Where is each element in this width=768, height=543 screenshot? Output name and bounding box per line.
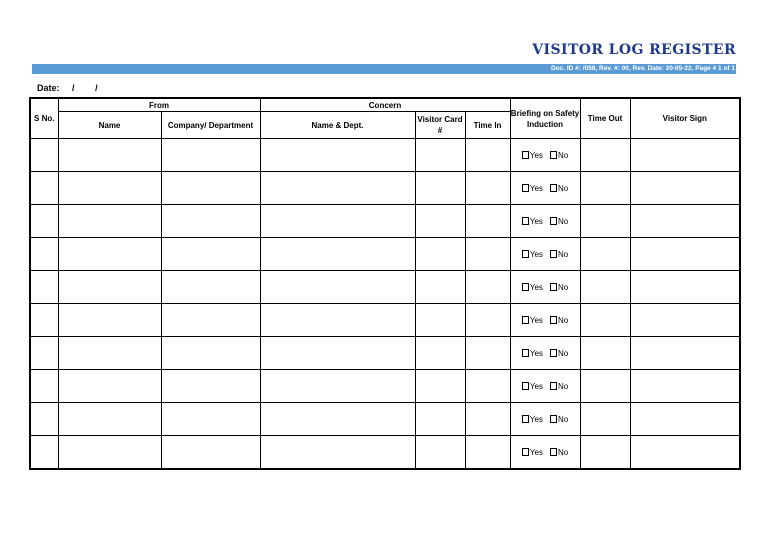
no-label: No xyxy=(557,381,569,391)
visitor-sign-cell[interactable] xyxy=(630,238,740,271)
name-dept-cell[interactable] xyxy=(260,205,415,238)
briefing-cell xyxy=(510,139,580,172)
table-row xyxy=(30,337,740,370)
time-out-cell[interactable] xyxy=(580,172,630,205)
name-dept-cell[interactable] xyxy=(260,172,415,205)
no-label: No xyxy=(557,348,569,358)
date-label: Date: xyxy=(37,83,60,93)
no-label: No xyxy=(557,282,569,292)
briefing-cell xyxy=(510,403,580,436)
name-cell[interactable] xyxy=(58,403,161,436)
no-label: No xyxy=(557,150,569,160)
time-out-cell[interactable] xyxy=(580,304,630,337)
name-dept-cell[interactable] xyxy=(260,403,415,436)
company-cell[interactable] xyxy=(161,172,260,205)
time-in-cell[interactable] xyxy=(465,139,510,172)
s-no-cell[interactable] xyxy=(30,403,58,436)
name-cell[interactable] xyxy=(58,337,161,370)
visitor-sign-cell[interactable] xyxy=(630,139,740,172)
visitor-card-cell[interactable] xyxy=(415,370,465,403)
s-no-cell[interactable] xyxy=(30,370,58,403)
table-row xyxy=(30,238,740,271)
time-in-cell[interactable] xyxy=(465,271,510,304)
doc-info-bar: Doc. ID #: /058, Rev. #: 00, Rev. Date: 20-05-22, Page # 1 of 1 xyxy=(32,64,736,74)
s-no-cell[interactable] xyxy=(30,205,58,238)
yes-checkbox[interactable] xyxy=(522,382,529,390)
time-out-cell[interactable] xyxy=(580,436,630,470)
yes-label: Yes xyxy=(529,150,543,160)
no-label: No xyxy=(557,414,569,424)
yes-no-options xyxy=(522,349,568,358)
table-row xyxy=(30,271,740,304)
no-checkbox[interactable] xyxy=(550,448,557,456)
yes-no-options xyxy=(522,415,568,424)
yes-label: Yes xyxy=(529,381,543,391)
header-time-out: Time Out xyxy=(580,98,630,139)
company-cell[interactable] xyxy=(161,205,260,238)
name-cell[interactable] xyxy=(58,139,161,172)
table-row xyxy=(30,304,740,337)
header-name-dept: Name & Dept. xyxy=(260,112,415,139)
name-cell[interactable] xyxy=(58,271,161,304)
name-dept-cell[interactable] xyxy=(260,238,415,271)
header-company: Company/ Department xyxy=(161,112,260,139)
yes-label: Yes xyxy=(529,348,543,358)
header-time-in: Time In xyxy=(465,112,510,139)
time-out-cell[interactable] xyxy=(580,205,630,238)
yes-label: Yes xyxy=(529,414,543,424)
name-dept-cell[interactable] xyxy=(260,370,415,403)
visitor-card-cell[interactable] xyxy=(415,304,465,337)
time-out-cell[interactable] xyxy=(580,403,630,436)
yes-checkbox[interactable] xyxy=(522,217,529,225)
time-out-cell[interactable] xyxy=(580,238,630,271)
name-cell[interactable] xyxy=(58,436,161,470)
time-out-cell[interactable] xyxy=(580,271,630,304)
time-in-cell[interactable] xyxy=(465,238,510,271)
no-checkbox[interactable] xyxy=(550,184,557,192)
no-label: No xyxy=(557,216,569,226)
visitor-log-table xyxy=(29,97,741,470)
yes-checkbox[interactable] xyxy=(522,415,529,423)
visitor-sign-cell[interactable] xyxy=(630,205,740,238)
name-dept-cell[interactable] xyxy=(260,271,415,304)
yes-no-options xyxy=(522,382,568,391)
yes-no-options xyxy=(522,151,568,160)
yes-label: Yes xyxy=(529,282,543,292)
no-checkbox[interactable] xyxy=(550,382,557,390)
time-in-cell[interactable] xyxy=(465,337,510,370)
name-dept-cell[interactable] xyxy=(260,337,415,370)
s-no-cell[interactable] xyxy=(30,172,58,205)
name-cell[interactable] xyxy=(58,238,161,271)
company-cell[interactable] xyxy=(161,337,260,370)
no-checkbox[interactable] xyxy=(550,250,557,258)
log-body xyxy=(30,139,740,470)
time-out-cell[interactable] xyxy=(580,139,630,172)
name-cell[interactable] xyxy=(58,304,161,337)
visitor-sign-cell[interactable] xyxy=(630,337,740,370)
company-cell[interactable] xyxy=(161,139,260,172)
yes-checkbox[interactable] xyxy=(522,316,529,324)
yes-checkbox[interactable] xyxy=(522,349,529,357)
visitor-card-cell[interactable] xyxy=(415,205,465,238)
yes-no-options xyxy=(522,316,568,325)
visitor-sign-cell[interactable] xyxy=(630,403,740,436)
s-no-cell[interactable] xyxy=(30,271,58,304)
name-cell[interactable] xyxy=(58,172,161,205)
time-in-cell[interactable] xyxy=(465,172,510,205)
s-no-cell[interactable] xyxy=(30,337,58,370)
no-checkbox[interactable] xyxy=(550,349,557,357)
no-label: No xyxy=(557,183,569,193)
no-checkbox[interactable] xyxy=(550,217,557,225)
briefing-cell xyxy=(510,238,580,271)
company-cell[interactable] xyxy=(161,403,260,436)
s-no-cell[interactable] xyxy=(30,238,58,271)
time-out-cell[interactable] xyxy=(580,370,630,403)
visitor-card-cell[interactable] xyxy=(415,172,465,205)
s-no-cell[interactable] xyxy=(30,139,58,172)
yes-no-options xyxy=(522,217,568,226)
company-cell[interactable] xyxy=(161,238,260,271)
visitor-sign-cell[interactable] xyxy=(630,370,740,403)
yes-label: Yes xyxy=(529,447,543,457)
briefing-cell xyxy=(510,172,580,205)
time-in-cell[interactable] xyxy=(465,304,510,337)
company-cell[interactable] xyxy=(161,304,260,337)
no-label: No xyxy=(557,249,569,259)
briefing-cell xyxy=(510,370,580,403)
header-from: From xyxy=(58,98,260,112)
yes-no-options xyxy=(522,448,568,457)
yes-label: Yes xyxy=(529,249,543,259)
briefing-cell xyxy=(510,304,580,337)
visitor-sign-cell[interactable] xyxy=(630,436,740,470)
visitor-card-cell[interactable] xyxy=(415,271,465,304)
visitor-card-cell[interactable] xyxy=(415,139,465,172)
briefing-cell xyxy=(510,205,580,238)
yes-checkbox[interactable] xyxy=(522,250,529,258)
name-dept-cell[interactable] xyxy=(260,304,415,337)
yes-label: Yes xyxy=(529,183,543,193)
table-row xyxy=(30,172,740,205)
yes-label: Yes xyxy=(529,216,543,226)
company-cell[interactable] xyxy=(161,370,260,403)
visitor-sign-cell[interactable] xyxy=(630,271,740,304)
company-cell[interactable] xyxy=(161,436,260,470)
header-visitor-sign: Visitor Sign xyxy=(630,98,740,139)
name-cell[interactable] xyxy=(58,370,161,403)
no-checkbox[interactable] xyxy=(550,316,557,324)
briefing-cell xyxy=(510,436,580,470)
name-cell[interactable] xyxy=(58,205,161,238)
name-dept-cell[interactable] xyxy=(260,436,415,470)
time-in-cell[interactable] xyxy=(465,370,510,403)
s-no-cell[interactable] xyxy=(30,436,58,470)
briefing-cell xyxy=(510,337,580,370)
s-no-cell[interactable] xyxy=(30,304,58,337)
time-in-cell[interactable] xyxy=(465,436,510,470)
header-briefing: Briefing on Safety Induction xyxy=(510,98,580,139)
no-label: No xyxy=(557,447,569,457)
header-name: Name xyxy=(58,112,161,139)
briefing-cell xyxy=(510,271,580,304)
document-title: VISITOR LOG REGISTER xyxy=(532,42,736,58)
yes-checkbox[interactable] xyxy=(522,151,529,159)
date-separator: / xyxy=(95,83,98,93)
yes-checkbox[interactable] xyxy=(522,283,529,291)
table-row xyxy=(30,436,740,470)
no-checkbox[interactable] xyxy=(550,283,557,291)
visitor-sign-cell[interactable] xyxy=(630,172,740,205)
header-s-no: S No. xyxy=(30,98,58,139)
header-visitor-card: Visitor Card # xyxy=(415,112,465,139)
date-separator: / xyxy=(72,83,75,93)
table-row xyxy=(30,403,740,436)
table-row xyxy=(30,139,740,172)
visitor-card-cell[interactable] xyxy=(415,337,465,370)
date-line xyxy=(37,83,106,93)
table-row xyxy=(30,205,740,238)
table-row xyxy=(30,370,740,403)
visitor-card-cell[interactable] xyxy=(415,436,465,470)
company-cell[interactable] xyxy=(161,271,260,304)
time-out-cell[interactable] xyxy=(580,337,630,370)
visitor-card-cell[interactable] xyxy=(415,238,465,271)
no-label: No xyxy=(557,315,569,325)
yes-checkbox[interactable] xyxy=(522,448,529,456)
header-concern: Concern xyxy=(260,98,510,112)
yes-label: Yes xyxy=(529,315,543,325)
visitor-sign-cell[interactable] xyxy=(630,304,740,337)
time-in-cell[interactable] xyxy=(465,403,510,436)
no-checkbox[interactable] xyxy=(550,151,557,159)
no-checkbox[interactable] xyxy=(550,415,557,423)
name-dept-cell[interactable] xyxy=(260,139,415,172)
yes-no-options xyxy=(522,184,568,193)
yes-no-options xyxy=(522,250,568,259)
visitor-card-cell[interactable] xyxy=(415,403,465,436)
yes-checkbox[interactable] xyxy=(522,184,529,192)
yes-no-options xyxy=(522,283,568,292)
time-in-cell[interactable] xyxy=(465,205,510,238)
